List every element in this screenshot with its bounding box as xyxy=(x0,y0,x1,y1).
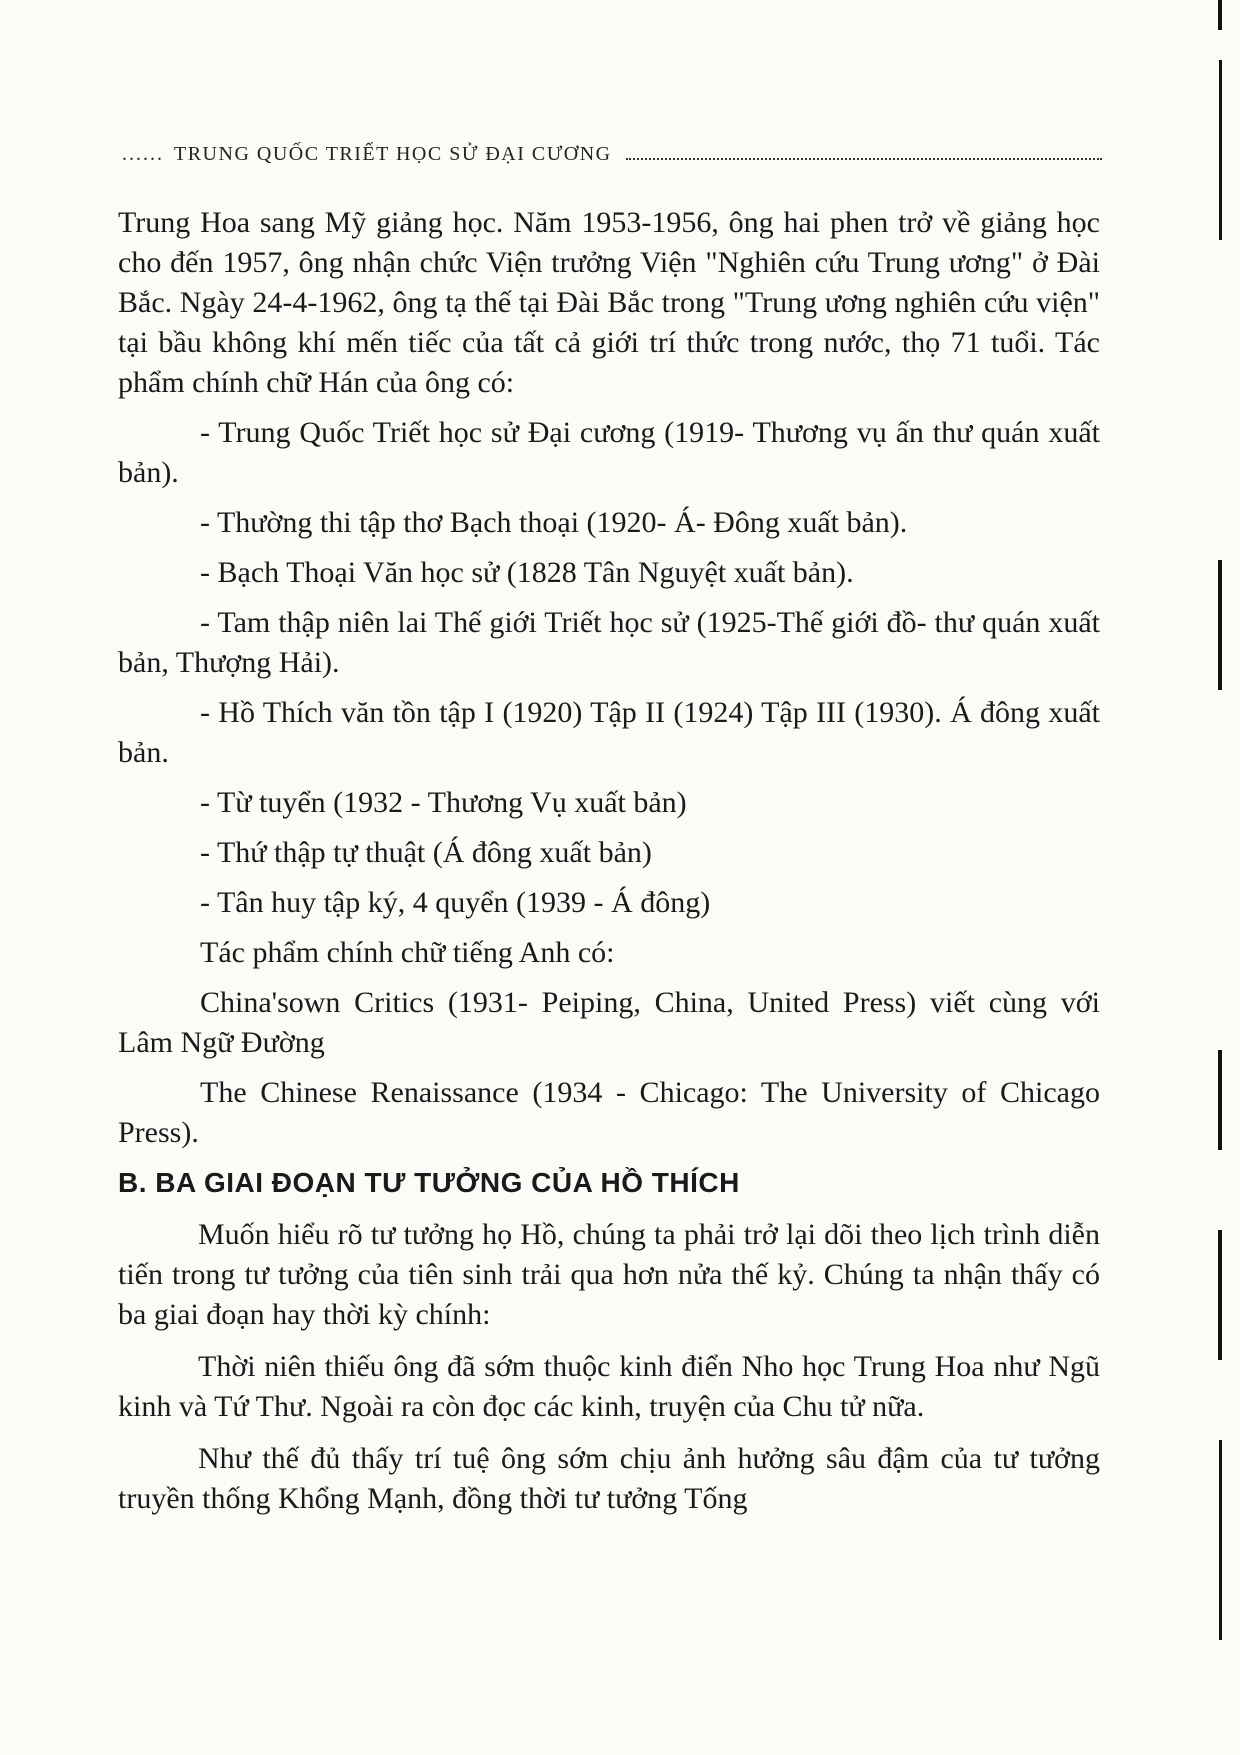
body-paragraph: Như thế đủ thấy trí tuệ ông sớm chịu ảnh hưởng sâu đậm của tư tưởng truyền thống Khổng Mạnh, đồng thời tư tưởng Tống xyxy=(118,1442,1100,1515)
header-dotted-rule xyxy=(626,158,1102,160)
header-leader-dots: ...... xyxy=(122,143,164,165)
english-work-item: China'sown Critics (1931- Peiping, China, United Press) viết cùng với Lâm Ngữ Đường xyxy=(118,986,1100,1059)
scan-edge-mark xyxy=(1218,0,1222,30)
scan-edge-mark xyxy=(1219,60,1222,240)
body-text xyxy=(118,203,1100,1531)
intro-paragraph: Trung Hoa sang Mỹ giảng học. Năm 1953-1956, ông hai phen trở về giảng học cho đến 1957, ông nhận chức Viện trưởng Viện "Nghiên cứu Trung ương" ở Đài Bắc. Ngày 24-4-1962, ông tạ thế tại Đài Bắc trong "Trung ương nghiên cứu viện" tại bầu không khí mến tiếc của tất cả giới trí thức trong nước, thọ 71 tuổi. Tác phẩm chính chữ Hán của ông có: xyxy=(118,206,1100,399)
body-paragraph: Thời niên thiếu ông đã sớm thuộc kinh điển Nho học Trung Hoa như Ngũ kinh và Tứ Thư. Ngoài ra còn đọc các kinh, truyện của Chu tử nữa. xyxy=(118,1350,1100,1423)
work-item: - Tam thập niên lai Thế giới Triết học sử (1925-Thế giới đồ- thư quán xuất bản, Thượng Hải). xyxy=(118,606,1100,679)
english-work-item: The Chinese Renaissance (1934 - Chicago: The University of Chicago Press). xyxy=(118,1076,1100,1149)
work-item: - Thường thi tập thơ Bạch thoại (1920- Á- Đông xuất bản). xyxy=(200,506,908,539)
header-title: TRUNG QUỐC TRIẾT HỌC SỬ ĐẠI CƯƠNG xyxy=(174,143,612,165)
body-paragraph: Muốn hiểu rõ tư tưởng họ Hồ, chúng ta phải trở lại dõi theo lịch trình diễn tiến trong tư tưởng của tiên sinh trải qua hơn nửa thế kỷ. Chúng ta nhận thấy có ba giai đoạn hay thời kỳ chính: xyxy=(118,1218,1100,1331)
work-item: - Trung Quốc Triết học sử Đại cương (1919- Thương vụ ấn thư quán xuất bản). xyxy=(118,416,1100,489)
english-works-intro: Tác phẩm chính chữ tiếng Anh có: xyxy=(200,936,615,969)
section-heading: B. BA GIAI ĐOẠN TƯ TƯỞNG CỦA HỒ THÍCH xyxy=(118,1167,740,1198)
work-item: - Từ tuyển (1932 - Thương Vụ xuất bản) xyxy=(200,786,687,819)
scan-edge-mark xyxy=(1218,1050,1222,1150)
scan-edge-mark xyxy=(1218,560,1222,690)
work-item: - Tân huy tập ký, 4 quyển (1939 - Á đông) xyxy=(200,886,711,919)
work-item: - Hồ Thích văn tồn tập I (1920) Tập II (1924) Tập III (1930). Á đông xuất bản. xyxy=(118,696,1100,769)
work-item: - Thứ thập tự thuật (Á đông xuất bản) xyxy=(200,836,652,869)
work-item: - Bạch Thoại Văn học sử (1828 Tân Nguyệt xuất bản). xyxy=(200,556,854,589)
scan-edge-mark xyxy=(1218,1230,1222,1360)
scan-edge-mark xyxy=(1219,1440,1222,1640)
running-header xyxy=(122,143,1102,166)
